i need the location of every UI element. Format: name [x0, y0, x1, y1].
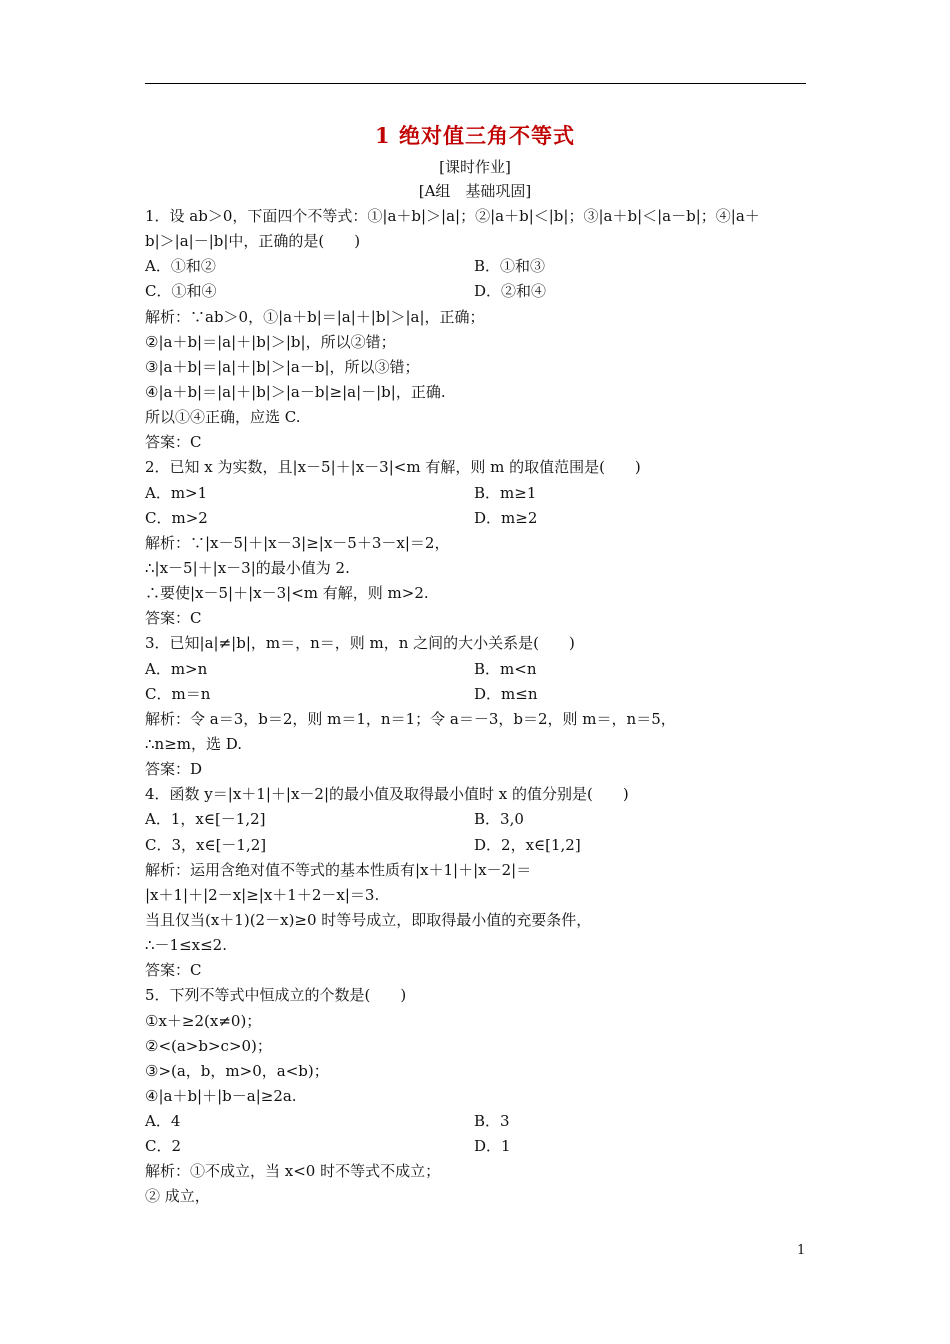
- text-line: 当且仅当(x＋1)(2－x)≥0 时等号成立，即取得最小值的充要条件，: [145, 910, 592, 929]
- text-line: 答案：D: [145, 760, 203, 779]
- text-line: |x＋1|＋|2－x|≥|x＋1＋2－x|＝3.: [145, 885, 380, 904]
- choice-row: [145, 279, 810, 304]
- choice-option: C．m>2: [145, 508, 208, 527]
- text-line: ②<(a>b>c>0)；: [145, 1036, 272, 1055]
- choice-option: C．m＝n: [145, 684, 211, 703]
- choice-option: B．3,0: [474, 810, 524, 829]
- text-line: ③|a＋b|＝|a|＋|b|＞|a－b|，所以③错；: [145, 357, 420, 376]
- choice-option: A．1，x∈[－1,2]: [145, 810, 266, 829]
- choice-row: [145, 833, 810, 858]
- text-line: 解析：令 a＝3，b＝2，则 m＝1，n＝1；令 a＝－3，b＝2，则 m＝，n＝5，: [145, 709, 676, 728]
- text-line: 2．已知 x 为实数，且|x－5|＋|x－3|<m 有解，则 m 的取值范围是( ): [145, 458, 641, 477]
- choice-row: [145, 506, 810, 531]
- choice-row: [145, 682, 810, 707]
- choice-row: [145, 1109, 810, 1134]
- text-line: 解析：∵ab＞0，①|a＋b|＝|a|＋|b|＞|a|，正确；: [145, 307, 485, 326]
- choice-option: B．3: [474, 1112, 510, 1131]
- text-line: ④|a＋b|＝|a|＋|b|＞|a－b|≥|a|－|b|，正确.: [145, 382, 446, 401]
- text-line: ② 成立，: [145, 1187, 210, 1206]
- text-line: 解析：∵|x－5|＋|x－3|≥|x－5＋3－x|＝2，: [145, 533, 450, 552]
- choice-option: D．m≤n: [474, 684, 538, 703]
- choice-option: A．m>1: [145, 483, 208, 502]
- choice-row: [145, 657, 810, 682]
- text-line: 解析：①不成立，当 x<0 时不等式不成立；: [145, 1162, 441, 1181]
- choice-option: D．2，x∈[1,2]: [474, 835, 581, 854]
- choice-row: [145, 481, 810, 506]
- text-line: ∴n≥m，选 D.: [145, 734, 243, 753]
- text-line: 3．已知|a|≠|b|，m＝，n＝，则 m，n 之间的大小关系是( ): [145, 634, 575, 653]
- choice-option: D．m≥2: [474, 508, 538, 527]
- choice-option: B．m<n: [474, 659, 537, 678]
- choice-row: [145, 254, 810, 279]
- text-line: 解析：运用含绝对值不等式的基本性质有|x＋1|＋|x－2|＝: [145, 860, 532, 879]
- text-line: ②|a＋b|＝|a|＋|b|＞|b|，所以②错；: [145, 332, 396, 351]
- text-line: 1．设 ab＞0，下面四个不等式：①|a＋b|＞|a|；②|a＋b|＜|b|；③|a＋b|＜|a－b|；④|a＋: [145, 207, 760, 225]
- text-line: ∴要使|x－5|＋|x－3|<m 有解，则 m>2.: [145, 584, 429, 603]
- choice-option: B．①和③: [474, 257, 546, 276]
- text-line: b|＞|a|－|b|中，正确的是( ): [145, 232, 361, 251]
- choice-option: C．3，x∈[－1,2]: [145, 835, 267, 854]
- text-line: 答案：C: [145, 433, 202, 452]
- header-rule: [145, 83, 806, 84]
- subtitle-homework: [课时作业]: [439, 158, 511, 176]
- text-line: ∴－1≤x≤2.: [145, 936, 227, 955]
- choice-option: D．②和④: [474, 282, 547, 301]
- choice-option: A．①和②: [145, 257, 216, 276]
- text-line: 所以①④正确，应选 C.: [145, 408, 301, 427]
- text-line: 4．函数 y＝|x＋1|＋|x－2|的最小值及取得最小值时 x 的值分别是( ): [145, 785, 629, 804]
- choice-option: B．m≥1: [474, 483, 537, 502]
- choice-option: A．4: [145, 1112, 181, 1131]
- page-number: 1: [797, 1243, 806, 1258]
- text-line: ∴|x－5|＋|x－3|的最小值为 2.: [145, 558, 350, 577]
- text-line: 答案：C: [145, 961, 202, 980]
- text-line: ③>(a，b，m>0，a<b)；: [145, 1061, 329, 1080]
- text-line: ①x＋≥2(x≠0)；: [145, 1011, 262, 1030]
- text-line: 答案：C: [145, 609, 202, 628]
- choice-option: C．①和④: [145, 282, 217, 301]
- text-line: ④|a＋b|＋|b－a|≥2a.: [145, 1086, 297, 1105]
- choice-option: C．2: [145, 1137, 182, 1156]
- document-body: [145, 204, 810, 1210]
- choice-option: D．1: [474, 1137, 511, 1156]
- choice-row: [145, 807, 810, 832]
- subtitle-group: [A组 基础巩固]: [418, 182, 532, 200]
- choice-row: [145, 1134, 810, 1159]
- choice-option: A．m>n: [145, 659, 208, 678]
- page-title: 1 绝对值三角不等式: [375, 123, 575, 148]
- text-line: 5．下列不等式中恒成立的个数是( ): [145, 986, 407, 1005]
